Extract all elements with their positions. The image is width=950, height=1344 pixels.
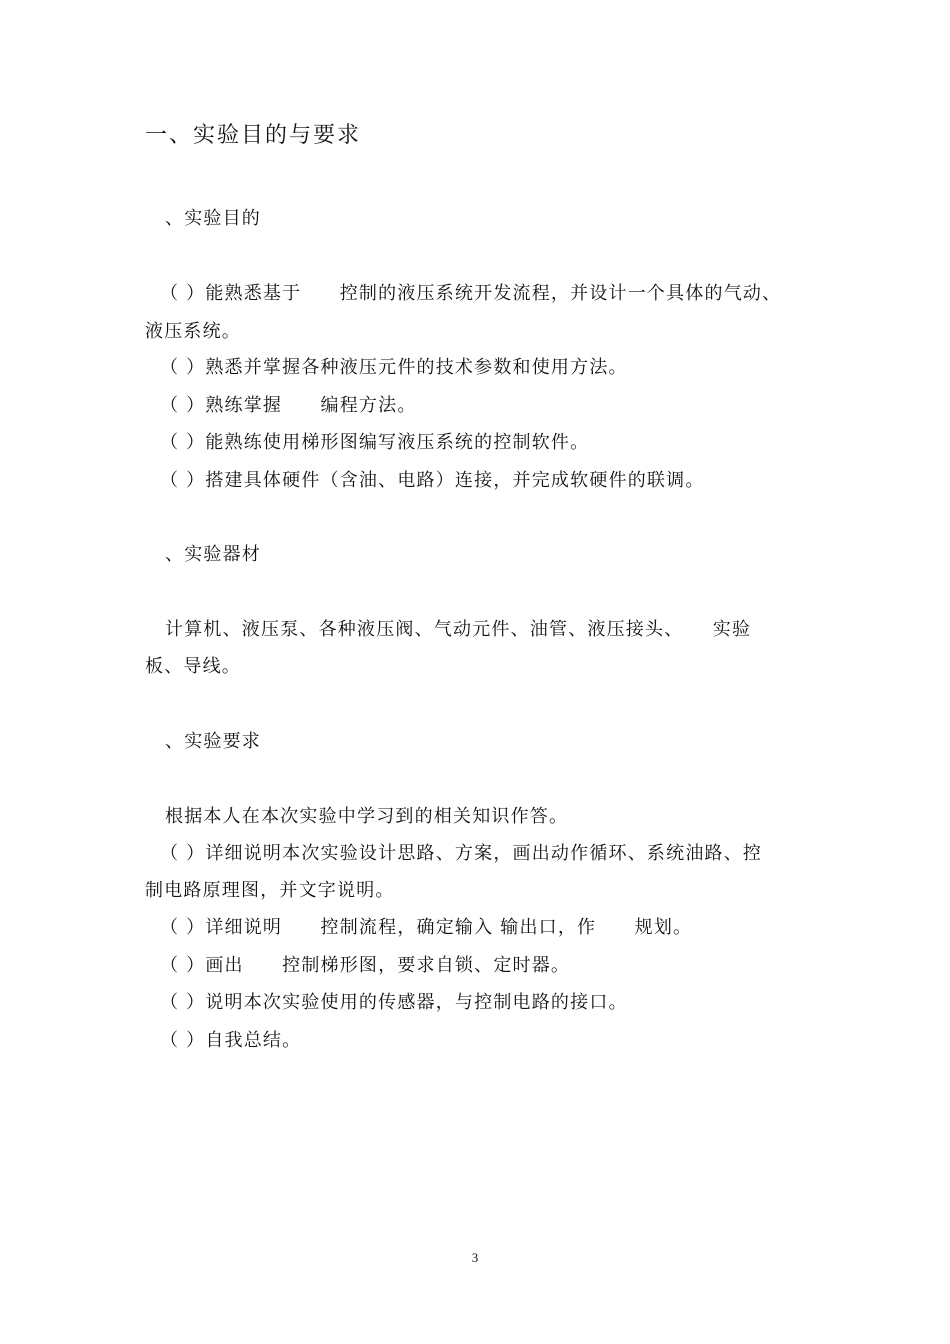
requirements-item-2: （ ）详细说明 控制流程，确定输入 输出口，作 规划。 <box>160 917 693 938</box>
purpose-item-3: （ ）熟练掌握 编程方法。 <box>160 395 417 416</box>
section-title-purpose: 、实验目的 <box>165 208 261 229</box>
equipment-line-2: 板、导线。 <box>145 656 241 677</box>
requirements-item-3: （ ）画出 控制梯形图，要求自锁、定时器。 <box>160 955 571 976</box>
requirements-item-5: （ ）自我总结。 <box>160 1030 302 1051</box>
purpose-item-2: （ ）熟悉并掌握各种液压元件的技术参数和使用方法。 <box>160 357 628 378</box>
main-heading: 一、实验目的与要求 <box>145 123 362 148</box>
page-number: 3 <box>471 1250 479 1265</box>
purpose-item-1-line-1: （ ）能熟悉基于 控制的液压系统开发流程，并设计一个具体的气动、 <box>160 283 782 304</box>
equipment-line-1: 计算机、液压泵、各种液压阀、气动元件、油管、液压接头、 实验 <box>165 619 752 640</box>
purpose-item-1-line-2: 液压系统。 <box>145 321 241 342</box>
requirements-intro: 根据本人在本次实验中学习到的相关知识作答。 <box>165 806 569 827</box>
section-title-equipment: 、实验器材 <box>165 544 261 565</box>
section-title-requirements: 、实验要求 <box>165 731 261 752</box>
requirements-item-1-line-1: （ ）详细说明本次实验设计思路、方案，画出动作循环、系统油路、控 <box>160 843 763 864</box>
requirements-item-1-line-2: 制电路原理图，并文字说明。 <box>145 880 395 901</box>
requirements-item-4: （ ）说明本次实验使用的传感器，与控制电路的接口。 <box>160 992 628 1013</box>
purpose-item-4: （ ）能熟练使用梯形图编写液压系统的控制软件。 <box>160 432 590 453</box>
purpose-item-5: （ ）搭建具体硬件（含油、电路）连接，并完成软硬件的联调。 <box>160 470 705 491</box>
